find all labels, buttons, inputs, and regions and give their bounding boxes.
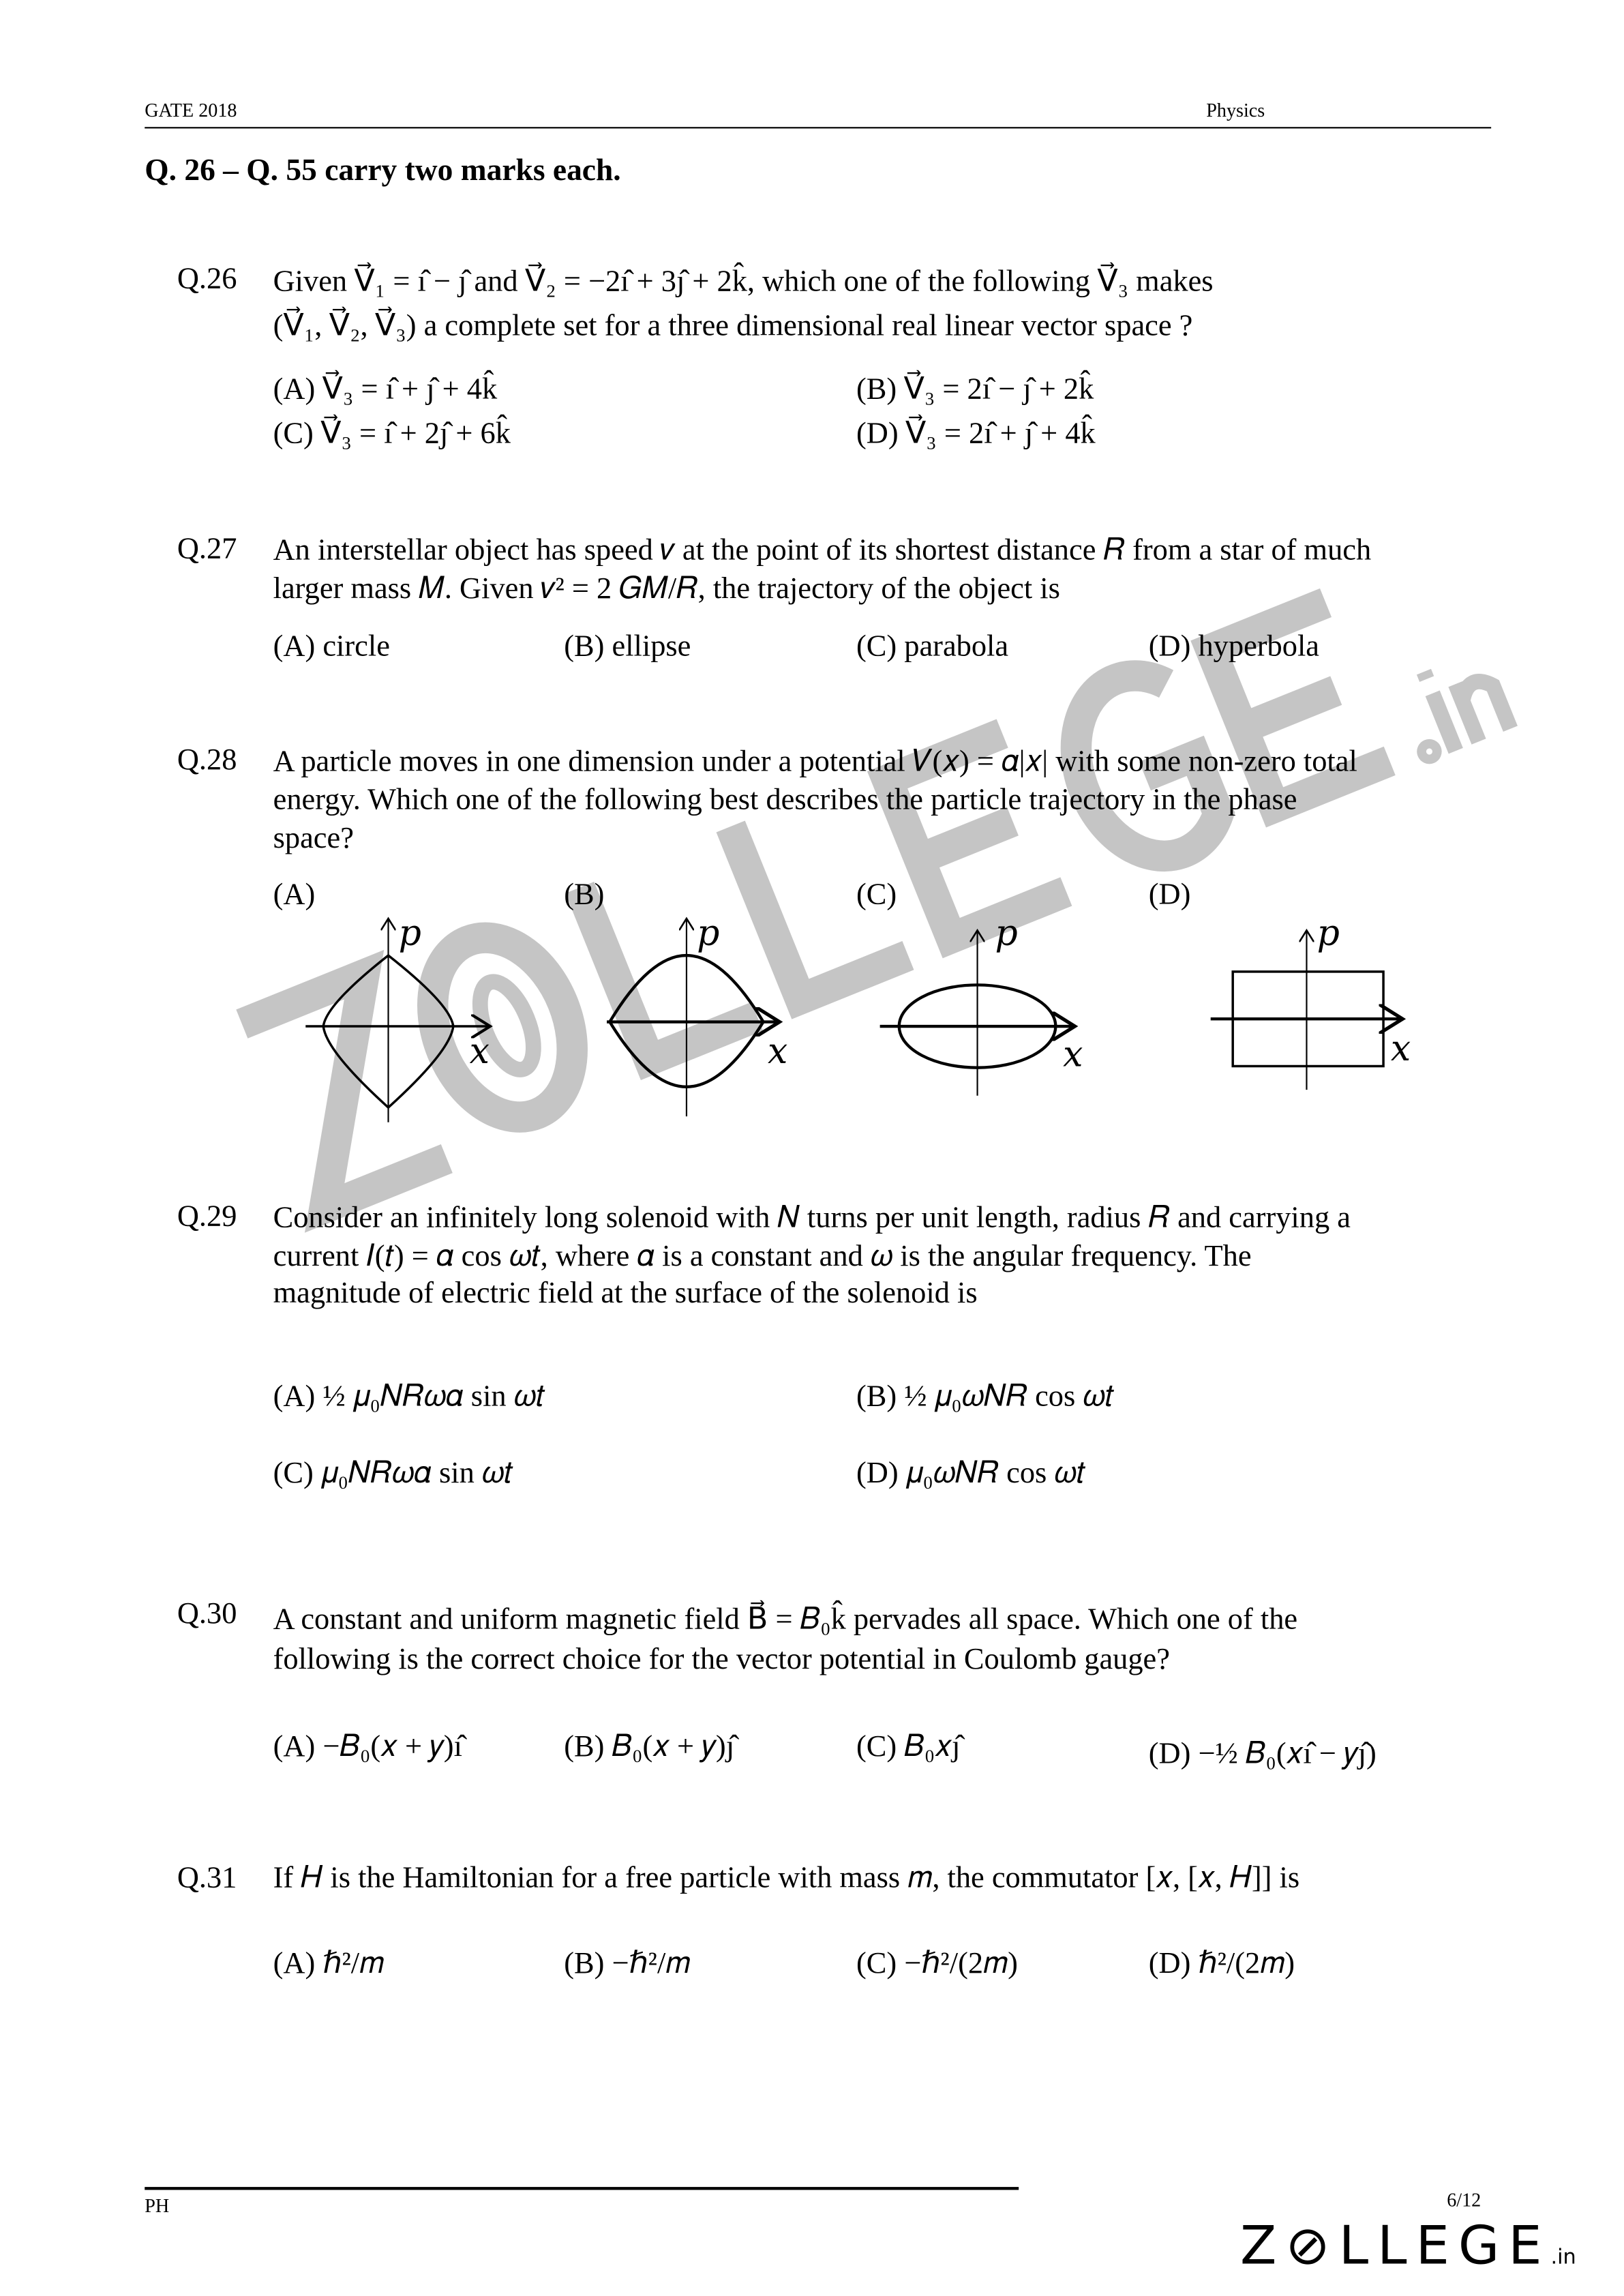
question-text: current 𝐼(𝑡) = 𝛼 cos 𝜔𝑡, where 𝛼 is a constant and 𝜔 is the angular frequency. The	[273, 1240, 1252, 1273]
question-text: An interstellar object has speed 𝑣 at the point of its shortest distance 𝑅 from a star of much	[273, 534, 1372, 567]
option-c: (C) 𝜇₀𝑁𝑅𝜔𝛼 sin 𝜔𝑡	[273, 1457, 513, 1490]
axis-label-p: p	[697, 912, 720, 954]
question-number: Q.27	[177, 533, 237, 566]
page-number: 6/12	[1447, 2188, 1482, 2211]
logo-text: Z⊘LLEGE	[1240, 2216, 1551, 2278]
axis-label-x: x	[1390, 1028, 1411, 1069]
axis-label-p: p	[995, 912, 1018, 954]
option-d: (D) V⃗₃ = 2ı̂ + ȷ̂ + 4k̂	[856, 417, 1096, 451]
option-c: (C) parabola	[856, 630, 1009, 664]
question-number: Q.30	[177, 1598, 237, 1630]
header-subject: Physics	[1206, 99, 1265, 121]
header-exam: GATE 2018	[145, 99, 237, 121]
diagram-d	[1211, 930, 1403, 1090]
option-a: (A) circle	[273, 630, 390, 664]
option-c: (C)	[856, 878, 897, 912]
option-b: (B)	[564, 878, 605, 912]
option-c: (C) V⃗₃ = ı̂ + 2ȷ̂ + 6k̂	[273, 417, 511, 451]
question-text: Given V⃗₁ = ı̂ − ȷ̂ and V⃗₂ = −2ı̂ + 3ȷ̂ + 2k̂, which one of the following V⃗₃ makes	[273, 265, 1214, 299]
question-text: energy. Which one of the following best describes the particle trajectory in the phase	[273, 784, 1297, 817]
footer-rule	[145, 2187, 1019, 2189]
question-text: space?	[273, 822, 354, 855]
zollege-logo	[1240, 2218, 1576, 2288]
axis-label-p: p	[1317, 912, 1340, 954]
question-text: magnitude of electric field at the surface of the solenoid is	[273, 1277, 978, 1310]
axis-label-p: p	[398, 912, 421, 954]
option-b: (B) V⃗₃ = 2ı̂ − ȷ̂ + 2k̂	[856, 373, 1094, 406]
question-text: If 𝐻 is the Hamiltonian for a free particle with mass 𝑚, the commutator [𝑥, [𝑥, 𝐻]] is	[273, 1862, 1300, 1895]
option-c: (C) 𝐵₀𝑥ȷ̂	[856, 1730, 961, 1763]
option-d: (D) −½ 𝐵₀(𝑥ı̂ − 𝑦ȷ̂)	[1148, 1738, 1377, 1771]
option-c: (C) −ℏ²/(2𝑚)	[856, 1948, 1018, 1980]
diagram-c	[880, 930, 1075, 1096]
question-text: A particle moves in one dimension under a potential 𝑉(𝑥) = 𝛼|𝑥| with some non-zero total	[273, 745, 1357, 779]
axis-label-x: x	[768, 1031, 788, 1073]
question-number: Q.26	[177, 263, 237, 296]
option-d: (D) ℏ²/(2𝑚)	[1148, 1948, 1295, 1980]
question-number: Q.29	[177, 1200, 237, 1234]
option-b: (B) 𝐵₀(𝑥 + 𝑦)ȷ̂	[564, 1730, 735, 1763]
footer-code: PH	[145, 2194, 170, 2217]
axis-label-x: x	[469, 1031, 490, 1073]
option-a: (A) ℏ²/𝑚	[273, 1948, 385, 1980]
option-a: (A) V⃗₃ = ı̂ + ȷ̂ + 4k̂	[273, 373, 498, 406]
question-text: Consider an infinitely long solenoid with 𝑁 turns per unit length, radius 𝑅 and carrying a	[273, 1202, 1351, 1235]
logo-suffix: .in	[1550, 2246, 1576, 2270]
option-a: (A) ½ 𝜇₀𝑁𝑅𝜔𝛼 sin 𝜔𝑡	[273, 1380, 545, 1414]
option-b: (B) ½ 𝜇₀𝜔𝑁𝑅 cos 𝜔𝑡	[856, 1380, 1115, 1414]
axis-label-x: x	[1063, 1034, 1083, 1075]
question-number: Q.28	[177, 744, 237, 777]
option-b: (B) −ℏ²/𝑚	[564, 1948, 691, 1980]
option-b: (B) ellipse	[564, 630, 691, 664]
option-d: (D) hyperbola	[1148, 630, 1320, 664]
option-a: (A)	[273, 878, 316, 912]
question-number: Q.31	[177, 1862, 237, 1895]
question-text: A constant and uniform magnetic field B⃗ = 𝐵₀k̂ pervades all space. Which one of the	[273, 1603, 1298, 1637]
question-text: (V⃗₁, V⃗₂, V⃗₃) a complete set for a three dimensional real linear vector space ?	[273, 310, 1193, 343]
diagram-b	[607, 919, 779, 1116]
section-title: Q. 26 – Q. 55 carry two marks each.	[145, 152, 621, 188]
option-d: (D)	[1148, 878, 1191, 912]
option-a: (A) −𝐵₀(𝑥 + 𝑦)ı̂	[273, 1730, 462, 1763]
question-text: larger mass 𝑀. Given 𝑣² = 2 𝐺𝑀/𝑅, the trajectory of the object is	[273, 573, 1060, 606]
option-d: (D) 𝜇₀𝜔𝑁𝑅 cos 𝜔𝑡	[856, 1457, 1086, 1490]
question-text: following is the correct choice for the vector potential in Coulomb gauge?	[273, 1643, 1170, 1676]
diagram-a	[305, 919, 490, 1122]
